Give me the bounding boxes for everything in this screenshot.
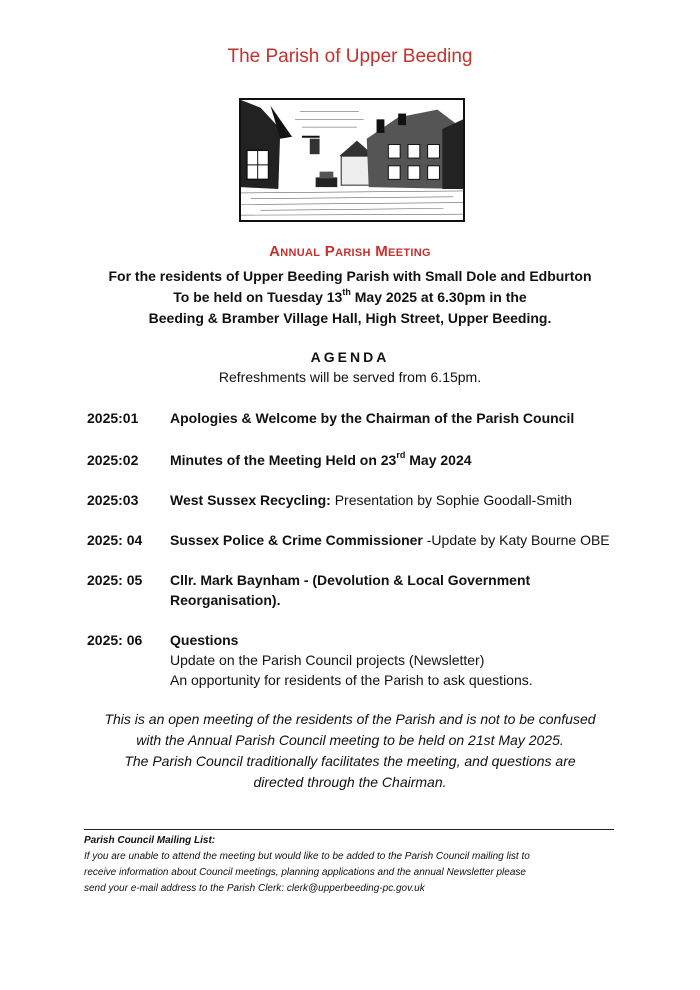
agenda-item-text: West Sussex Recycling: Presentation by Sophie Goodall-Smith <box>170 492 573 508</box>
intro-venue: Beeding & Bramber Village Hall, High Street, Upper Beeding. <box>148 310 552 326</box>
mailing-list-text: receive information about Council meetings, planning applications and the annual Newsletter please <box>84 867 526 878</box>
notice-line: with the Annual Parish Council meeting to be held on 21st May 2025. <box>136 732 564 748</box>
notice-line: directed through the Chairman. <box>253 774 447 790</box>
agenda-item-text: Sussex Police & Crime Commissioner -Update by Katy Bourne OBE <box>170 532 610 548</box>
agenda-item-text: Cllr. Mark Baynham - (Devolution & Local Government Reorganisation). <box>170 572 531 608</box>
agenda-item-number: 2025:03 <box>87 492 139 508</box>
intro-residents: For the residents of Upper Beeding Parish with Small Dole and Edburton <box>108 268 592 284</box>
village-street-illustration <box>241 100 463 220</box>
agenda-item-number: 2025: 06 <box>87 632 143 648</box>
agenda-item-number: 2025: 05 <box>87 572 143 588</box>
agenda-item-text: Questions Update on the Parish Council projects (Newsletter) An opportunity for residents of the Parish to ask questions. <box>170 632 533 688</box>
mailing-list-heading: Parish Council Mailing List: <box>84 835 216 846</box>
agenda-item-number: 2025:01 <box>87 410 139 426</box>
mailing-list-text: send your e-mail address to the Parish Clerk: clerk@upperbeeding-pc.gov.uk <box>84 883 425 894</box>
agenda-item-text: Apologies & Welcome by the Chairman of the Parish Council <box>170 410 575 426</box>
village-street-sketch <box>239 98 465 222</box>
agenda-item-text: Minutes of the Meeting Held on 23rd May 2024 <box>170 450 472 468</box>
intro-date-time: To be held on Tuesday 13th May 2025 at 6.30pm in the <box>173 287 527 305</box>
notice-line: This is an open meeting of the residents of the Parish and is not to be confused <box>104 711 596 727</box>
agenda-item-number: 2025:02 <box>87 452 139 468</box>
meeting-title: Annual Parish Meeting <box>269 243 431 260</box>
agenda-item-number: 2025: 04 <box>87 532 143 548</box>
refreshments-note: Refreshments will be served from 6.15pm. <box>218 369 482 385</box>
divider <box>84 829 614 830</box>
mailing-list-text: If you are unable to attend the meeting but would like to be added to the Parish Council mailing list to <box>84 851 530 862</box>
agenda-heading: AGENDA <box>310 349 390 365</box>
parish-title: The Parish of Upper Beeding <box>227 46 473 67</box>
notice-line: The Parish Council traditionally facilitates the meeting, and questions are <box>124 753 576 769</box>
